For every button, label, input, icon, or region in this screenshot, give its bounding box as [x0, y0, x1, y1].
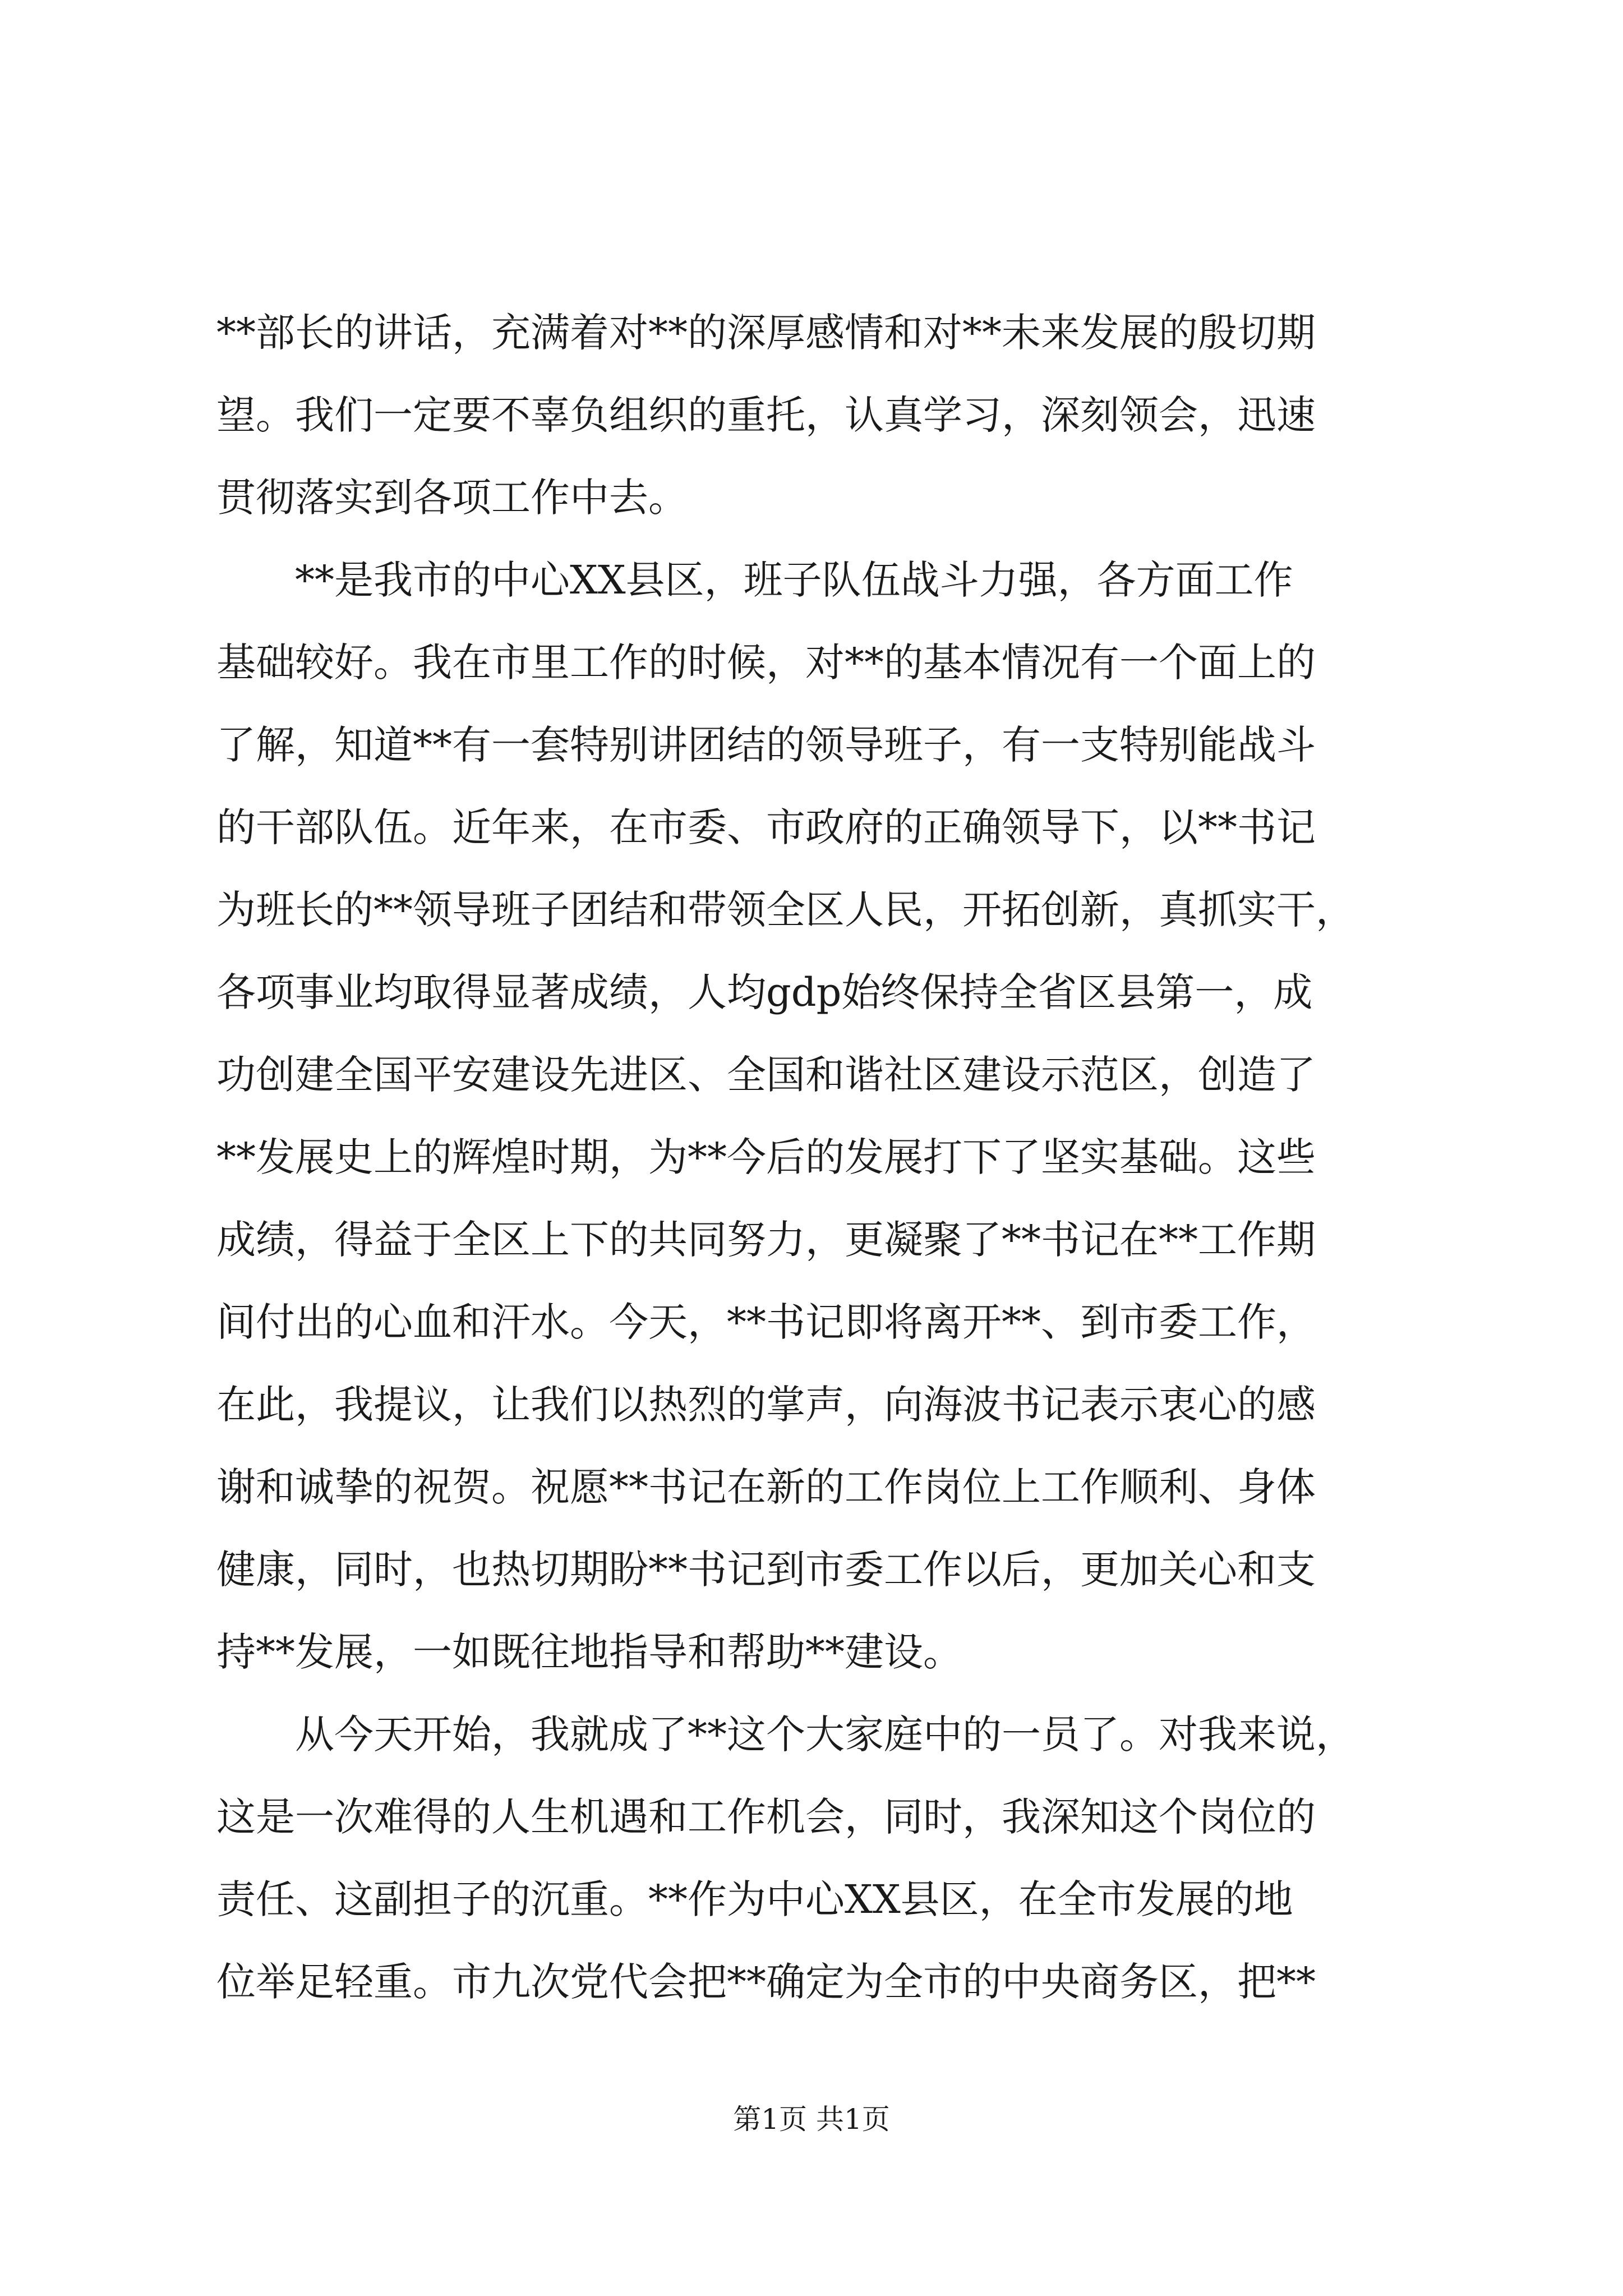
- text-line: 间付出的心血和汗水。今天，**书记即将离开**、到市委工作，: [216, 1299, 1316, 1345]
- text-line: 责任、这副担子的沉重。**作为中心XX县区，在全市发展的地: [216, 1876, 1293, 1922]
- text-line: 了解，知道**有一套特别讲团结的领导班子，有一支特别能战斗: [216, 722, 1316, 768]
- text-line: **是我市的中心XX县区，班子队伍战斗力强，各方面工作: [295, 557, 1293, 603]
- text-line: 基础较好。我在市里工作的时候，对**的基本情况有一个面上的: [216, 639, 1316, 685]
- text-line: 健康，同时，也热切期盼**书记到市委工作以后，更加关心和支: [216, 1547, 1316, 1593]
- text-line: 各项事业均取得显著成绩，人均gdp始终保持全省区县第一，成: [216, 969, 1313, 1015]
- text-line: 在此，我提议，让我们以热烈的掌声，向海波书记表示衷心的感: [216, 1382, 1316, 1428]
- text-line: 谢和诚挚的祝贺。祝愿**书记在新的工作岗位上工作顺利、身体: [216, 1464, 1316, 1510]
- text-line: 成绩，得益于全区上下的共同努力，更凝聚了**书记在**工作期: [216, 1217, 1316, 1263]
- text-line: **发展史上的辉煌时期，为**今后的发展打下了坚实基础。这些: [216, 1134, 1316, 1180]
- text-line: 从今天开始，我就成了**这个大家庭中的一员了。对我来说，: [295, 1711, 1355, 1757]
- page-footer: 第1页 共1页: [733, 2103, 890, 2136]
- text-line: 功创建全国平安建设先进区、全国和谐社区建设示范区，创造了: [216, 1052, 1316, 1098]
- document-body: [216, 292, 1417, 2023]
- text-line: 为班长的**领导班子团结和带领全区人民，开拓创新，真抓实干，: [216, 887, 1355, 933]
- text-line: 持**发展，一如既往地指导和帮助**建设。: [216, 1629, 962, 1675]
- text-line: 望。我们一定要不辜负组织的重托，认真学习，深刻领会，迅速: [216, 392, 1316, 438]
- text-line: 的干部队伍。近年来，在市委、市政府的正确领导下，以**书记: [216, 804, 1316, 850]
- text-line: 这是一次难得的人生机遇和工作机会，同时，我深知这个岗位的: [216, 1794, 1316, 1840]
- text-line: **部长的讲话，充满着对**的深厚感情和对**未来发展的殷切期: [216, 310, 1316, 356]
- text-line: 位举足轻重。市九次党代会把**确定为全市的中央商务区，把**: [216, 1959, 1316, 2005]
- text-line: 贯彻落实到各项工作中去。: [216, 475, 688, 521]
